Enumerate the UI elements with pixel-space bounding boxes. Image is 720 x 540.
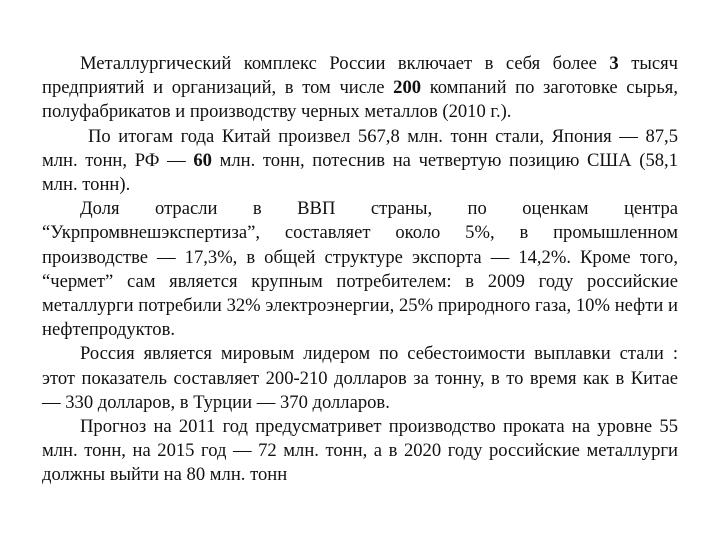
bold-number-enterprises: 3	[609, 53, 619, 74]
paragraph-gdp-share: Доля отрасли в ВВП страны, по оценкам центра “Укрпромвнешэкспертиза”, составляет около 5%, в промышленном производстве — 17,3%, в общей структуре экспорта — 14,2%. Кроме того, “чермет” сам является крупным потребителем: в 2009 году российские металлурги потребили 32% электроэнергии, 25% природного газа, 10% нефти и нефтепродуктов.	[42, 198, 678, 341]
paragraph-text: По итогам года Китай произвел 567,8 млн. тонн стали, Япония — 87,5 млн. тонн, РФ —	[42, 125, 678, 171]
paragraph-text: Металлургический комплекс России включает в себя более	[80, 53, 610, 74]
paragraph-forecast: Прогноз на 2011 год предусматривет производство проката на уровне 55 млн. тонн, на 2015 год — 72 млн. тонн, а в 2020 году российские металлурги должны выйти на 80 млн. тонн	[42, 416, 678, 486]
bold-number-russia-output: 60	[193, 149, 212, 171]
document-body	[42, 52, 678, 488]
bold-number-companies: 200	[393, 77, 422, 99]
paragraph-text: тысяч предприятий и организаций, в том числе	[42, 53, 678, 99]
paragraph-text: млн. тонн, потеснив на четвертую позицию США (58,1 млн. тонн).	[42, 149, 678, 196]
paragraph-metallurgical-complex	[42, 52, 678, 125]
paragraph-cost-leader: Россия является мировым лидером по себестоимости выплавки стали : этот показатель составляет 200-210 долларов за тонну, в то время как в Китае — 330 долларов, в Турции — 370 долларов.	[42, 343, 678, 413]
paragraph-text: компаний по заготовке сырья, полуфабрикатов и производству черных металлов (2010 г.).	[42, 77, 679, 123]
paragraph-steel-production	[42, 125, 678, 198]
